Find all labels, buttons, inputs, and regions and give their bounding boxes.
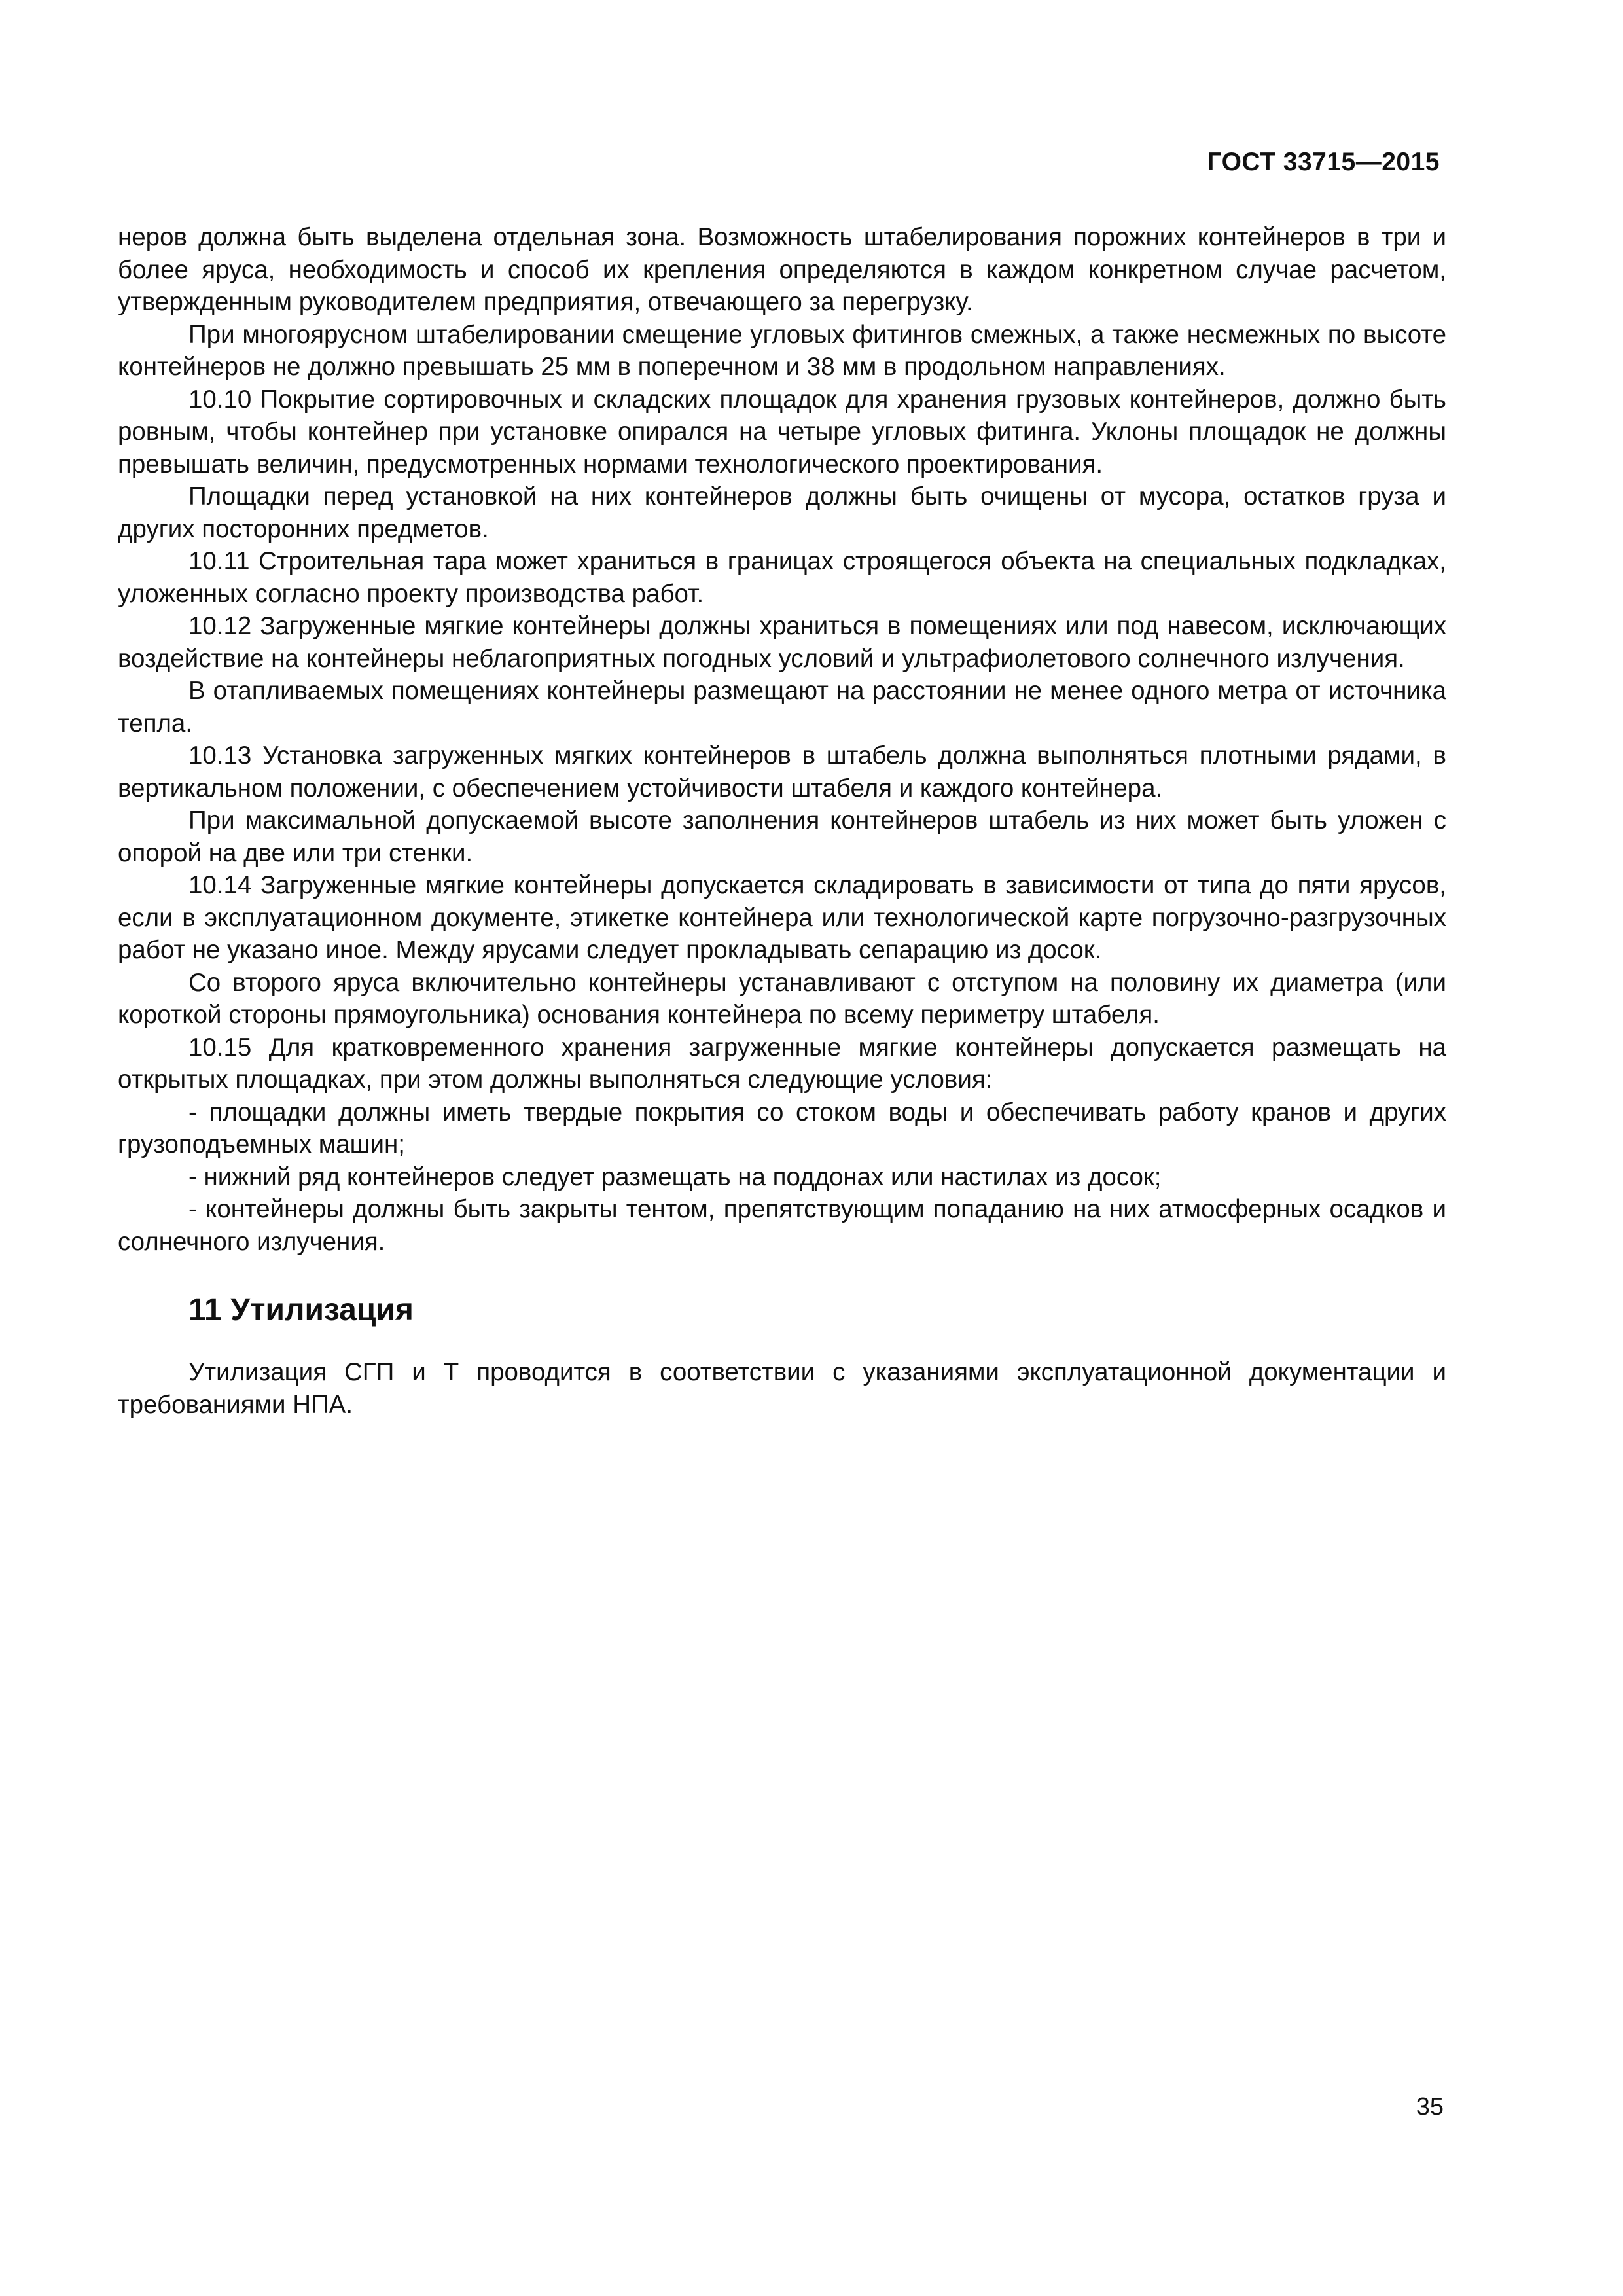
document-code-header: ГОСТ 33715—2015 bbox=[1207, 148, 1440, 176]
paragraph-clause-10-10: 10.10 Покрытие сортировочных и складских площадок для хранения грузовых контейнеров, должно быть ровным, чтобы контейнер при установке опирался на четыре угловых фитинга. Уклоны площадок не должны превышать величин, предусмотренных нормами технологического проектирования. bbox=[118, 385, 1446, 478]
list-item: - контейнеры должны быть закрыты тентом, препятствующим попаданию на них атмосферных осадков и солнечного излучения. bbox=[118, 1195, 1446, 1256]
paragraph-clause-10-14: 10.14 Загруженные мягкие контейнеры допускается складировать в зависимости от типа до пяти ярусов, если в эксплуатационном документе, этикетке контейнера или технологической карте погрузочно-разгрузочных работ не указано иное. Между ярусами следует прокладывать сепарацию из досок. bbox=[118, 871, 1446, 964]
section-paragraph: Утилизация СГП и Т проводится в соответствии с указаниями эксплуатационной документации и требованиями НПА. bbox=[118, 1358, 1446, 1419]
list-item: - нижний ряд контейнеров следует размещать на поддонах или настилах из досок; bbox=[188, 1162, 1162, 1191]
paragraph-clause-10-15: 10.15 Для кратковременного хранения загруженные мягкие контейнеры допускается размещать на открытых площадках, при этом должны выполняться следующие условия: bbox=[118, 1033, 1446, 1094]
paragraph-clause-10-12: 10.12 Загруженные мягкие контейнеры должны храниться в помещениях или под навесом, исключающих воздействие на контейнеры неблагоприятных погодных условий и ультрафиолетового солнечного излучения. bbox=[118, 612, 1446, 673]
paragraph: Площадки перед установкой на них контейнеров должны быть очищены от мусора, остатков груза и других посторонних предметов. bbox=[118, 482, 1446, 543]
paragraph: При максимальной допускаемой высоте заполнения контейнеров штабель из них может быть уложен с опорой на две или три стенки. bbox=[118, 806, 1446, 867]
paragraph: Со второго яруса включительно контейнеры устанавливают с отступом на половину их диаметра (или короткой стороны прямоугольника) основания контейнера по всему периметру штабеля. bbox=[118, 968, 1446, 1029]
paragraph-continuation: неров должна быть выделена отдельная зона. Возможность штабелирования порожних контейнеров в три и более яруса, необходимость и способ их крепления определяются в каждом конкретном случае расчетом, утвержденным руководителем предприятия, отвечающего за перегрузку. bbox=[118, 223, 1446, 316]
paragraph-clause-10-11: 10.11 Строительная тара может храниться в границах строящегося объекта на специальных подкладках, уложенных согласно проекту производства работ. bbox=[118, 547, 1446, 608]
paragraph: В отапливаемых помещениях контейнеры размещают на расстоянии не менее одного метра от источника тепла. bbox=[118, 677, 1446, 738]
list-item: - площадки должны иметь твердые покрытия со стоком воды и обеспечивать работу кранов и других грузоподъемных машин; bbox=[118, 1098, 1446, 1158]
section-heading: 11 Утилизация bbox=[188, 1293, 414, 1327]
paragraph-clause-10-13: 10.13 Установка загруженных мягких контейнеров в штабель должна выполняться плотными рядами, в вертикальном положении, с обеспечением устойчивости штабеля и каждого контейнера. bbox=[118, 742, 1446, 802]
document-body bbox=[118, 221, 1446, 1421]
page-number: 35 bbox=[1416, 2093, 1444, 2121]
paragraph: При многоярусном штабелировании смещение угловых фитингов смежных, а также несмежных по высоте контейнеров не должно превышать 25 мм в поперечном и 38 мм в продольном направлениях. bbox=[118, 320, 1446, 381]
